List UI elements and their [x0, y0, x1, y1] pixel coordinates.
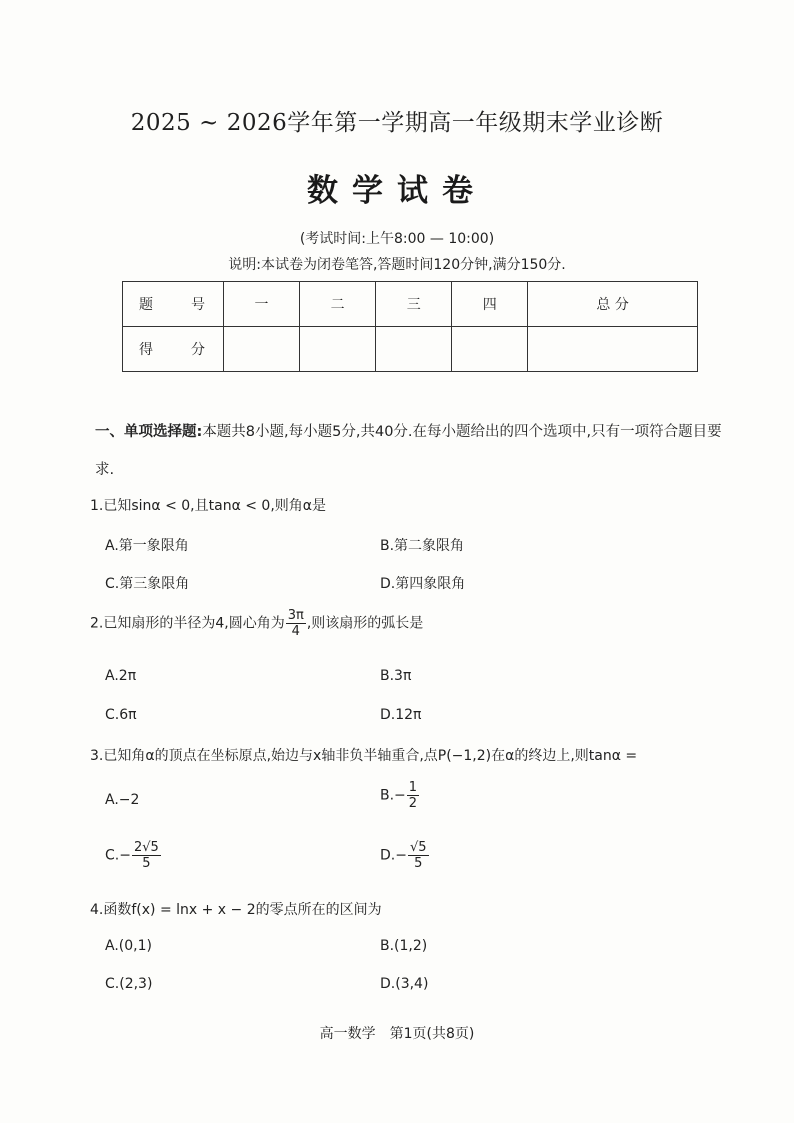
option-prefix: D.−	[380, 847, 407, 864]
exam-note: 说明:本试卷为闭卷笔答,答题时间120分钟,满分150分.	[228, 257, 566, 273]
question-4-option-a: A.(0,1)	[105, 938, 152, 954]
fraction-numerator: 1	[408, 780, 418, 795]
question-4-option-b: B.(1,2)	[380, 938, 428, 954]
question-2-option-d: D.12π	[380, 707, 422, 723]
question-1-option-c: C.第三象限角	[105, 576, 190, 592]
question-2-option-b: B.3π	[380, 668, 412, 684]
question-2-stem-end: ,则该扇形的弧长是	[306, 615, 424, 632]
score-table-cell: 一	[224, 282, 300, 327]
option-fraction	[132, 840, 161, 871]
exam-title: 2025 ~ 2026学年第一学期高一年级期末学业诊断	[130, 110, 664, 136]
question-3-option-a: A.−2	[105, 792, 140, 808]
score-table-cell: 二	[300, 282, 376, 327]
score-table-score-row	[123, 327, 698, 372]
question-4-stem: 4.函数f(x) = lnx + x − 2的零点所在的区间为	[90, 902, 382, 918]
exam-time: (考试时间:上午8:00 — 10:00)	[299, 231, 495, 247]
question-2-option-a: A.2π	[105, 668, 137, 684]
fraction-denominator: 4	[291, 624, 300, 639]
subject-title: 数学试卷	[307, 173, 487, 209]
score-table-cell: 题 号	[123, 282, 224, 327]
question-2-option-c: C.6π	[105, 707, 137, 723]
question-4-option-c: C.(2,3)	[105, 976, 153, 992]
option-prefix: B.−	[380, 787, 406, 804]
fraction-denominator: 2	[408, 796, 418, 811]
question-4-option-d: D.(3,4)	[380, 976, 429, 992]
score-table-cell: 四	[452, 282, 528, 327]
fraction-denominator: 5	[142, 856, 151, 871]
score-table-header-row	[123, 282, 698, 327]
question-1-option-d: D.第四象限角	[380, 576, 466, 592]
score-table-cell: 三	[376, 282, 452, 327]
fraction-denominator: 5	[414, 856, 423, 871]
option-fraction	[407, 780, 419, 811]
question-2-fraction	[286, 608, 306, 639]
section-1-heading: 一、单项选择题:	[95, 424, 203, 440]
score-input-cell	[452, 327, 528, 372]
score-input-cell	[300, 327, 376, 372]
fraction-numerator: 2√5	[133, 840, 159, 855]
fraction-numerator: √5	[409, 840, 427, 855]
option-prefix: C.−	[105, 847, 131, 864]
question-3-option-d	[380, 840, 430, 871]
question-1-stem: 1.已知sinα < 0,且tanα < 0,则角α是	[90, 498, 327, 514]
section-1-text: 本题共8小题,每小题5分,共40分.在每小题给出的四个选项中,只有一项符合题目要求.	[95, 424, 722, 478]
score-input-cell	[224, 327, 300, 372]
score-input-cell	[376, 327, 452, 372]
score-input-cell	[528, 327, 698, 372]
score-table-cell: 总 分	[528, 282, 698, 327]
question-2-stem	[90, 608, 423, 639]
section-1-instructions	[95, 413, 735, 489]
fraction-numerator: 3π	[287, 608, 304, 623]
question-3-option-c	[105, 840, 162, 871]
question-1-option-a: A.第一象限角	[105, 538, 189, 554]
question-1-option-b: B.第二象限角	[380, 538, 465, 554]
question-3-stem: 3.已知角α的顶点在坐标原点,始边与x轴非负半轴重合,点P(−1,2)在α的终边上,则tanα =	[90, 748, 638, 764]
page-footer: 高一数学 第1页(共8页)	[319, 1026, 475, 1042]
option-fraction	[408, 840, 429, 871]
score-table	[122, 281, 698, 372]
question-2-stem-start: 2.已知扇形的半径为4,圆心角为	[90, 615, 285, 632]
score-table-cell: 得 分	[123, 327, 224, 372]
question-3-option-b	[380, 780, 420, 811]
